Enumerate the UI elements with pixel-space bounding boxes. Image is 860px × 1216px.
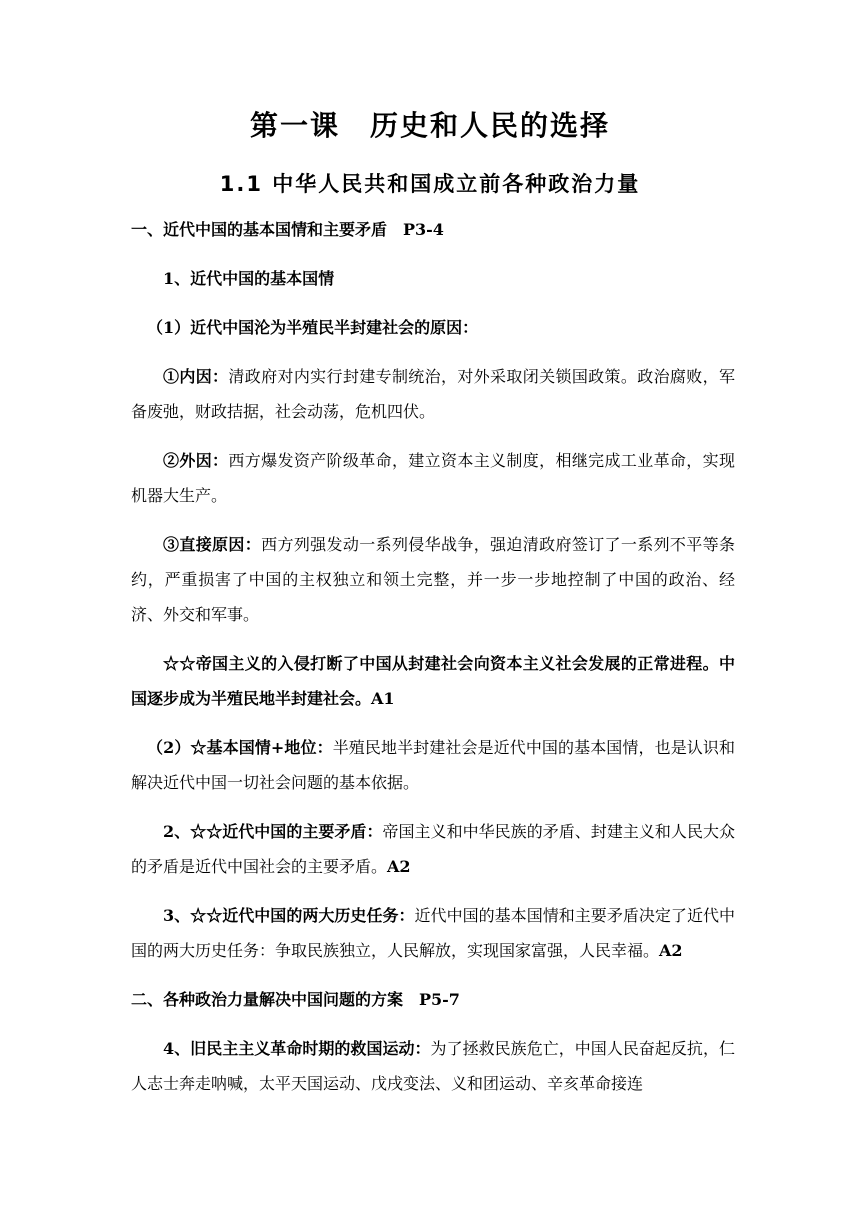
paragraph-key-point-imperialism: ☆☆帝国主义的入侵打断了中国从封建社会向资本主义社会发展的正常进程。中国逐步成为半殖民地半封建社会。A1 [131,654,735,708]
page-subtitle: 1.1 中华人民共和国成立前各种政治力量 [219,172,641,196]
internal-cause-text: 清政府对内实行封建专制统治，对外采取闭关锁国政策。政治腐败，军备废弛，财政拮据，社会动荡，危机四伏。 [131,367,735,421]
paragraph-direct-cause [131,527,735,632]
basic-condition-label: （2）☆基本国情+地位： [147,738,333,757]
paragraph-old-democratic-revolution [131,1031,735,1101]
direct-cause-text: 西方列强发动一系列侵华战争，强迫清政府签订了一系列不平等条约，严重损害了中国的主权独立和领土完整，并一步一步地控制了中国的政治、经济、外交和军事。 [131,535,735,624]
external-cause-label: ②外因： [163,451,229,470]
paragraph-historical-tasks [131,898,735,968]
historical-tasks-tag: A2 [659,941,683,960]
section-heading-2: 二、各种政治力量解决中国问题的方案 P5-7 [131,990,460,1009]
main-contradiction-label: 2、☆☆近代中国的主要矛盾： [163,822,383,841]
main-contradiction-text: 帝国主义和中华民族的矛盾、封建主义和人民大众的矛盾是近代中国社会的主要矛盾。 [131,822,735,876]
historical-tasks-label: 3、☆☆近代中国的两大历史任务： [163,906,415,925]
main-contradiction-tag: A2 [387,857,411,876]
section-heading-1: 一、近代中国的基本国情和主要矛盾 P3-4 [131,220,444,239]
subsection-heading-basic-condition: 1、近代中国的基本国情 [163,269,335,288]
internal-cause-label: ①内因： [163,367,229,386]
direct-cause-label: ③直接原因： [163,535,262,554]
external-cause-text: 西方爆发资产阶级革命，建立资本主义制度，相继完成工业革命，实现机器大生产。 [131,451,735,505]
document-body [131,212,735,1115]
subsection-heading-reasons: （1）近代中国沦为半殖民半封建社会的原因： [147,318,479,337]
paragraph-basic-condition-status [131,730,735,800]
paragraph-external-cause [131,443,735,513]
basic-condition-text: 半殖民地半封建社会是近代中国的基本国情，也是认识和解决近代中国一切社会问题的基本依据。 [131,738,735,792]
old-democratic-label: 4、旧民主主义革命时期的救国运动： [163,1039,431,1058]
paragraph-main-contradiction [131,814,735,884]
historical-tasks-text: 近代中国的基本国情和主要矛盾决定了近代中国的两大历史任务：争取民族独立，人民解放，实现国家富强，人民幸福。 [131,906,735,960]
paragraph-internal-cause [131,359,735,429]
page-title: 第一课 历史和人民的选择 [249,109,610,142]
old-democratic-text: 为了拯救民族危亡，中国人民奋起反抗，仁人志士奔走呐喊，太平天国运动、戊戌变法、义和团运动、辛亥革命接连 [131,1039,735,1093]
